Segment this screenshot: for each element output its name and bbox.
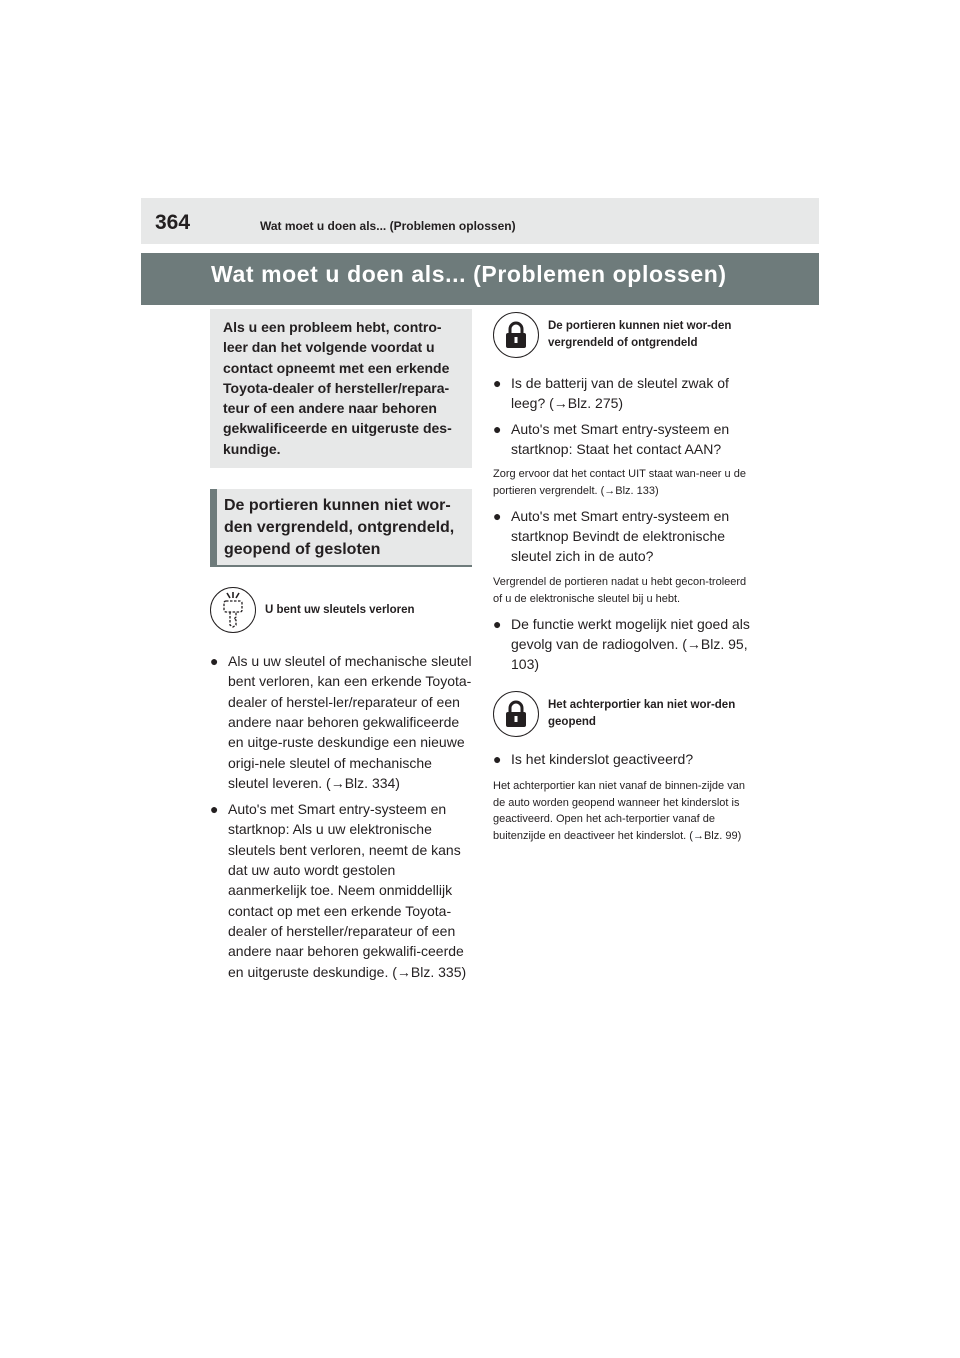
list-item <box>493 506 753 567</box>
rear-door-caption: Het achterportier kan niet wor-den geopend <box>548 698 736 728</box>
lost-keys-caption-row <box>210 587 472 633</box>
note-text: Zorg ervoor dat het contact UIT staat wan-neer u de portieren vergrendelt. (→Blz. 133) <box>493 468 746 497</box>
list-item <box>493 614 753 675</box>
list-item-text: Auto's met Smart entry-systeem en startknop: Als u uw elektronische sleutels bent verloren, neemt de kans dat uw auto wordt gestolen aanmerkelijk toe. Neem onmiddellijk contact op met een erkende Toyota-dealer of hersteller/reparateur of een andere naar behoren gekwalifi-ceerde en uitgeruste deskundige. (→Blz. 335) <box>228 801 467 980</box>
page-title: Wat moet u doen als... (Problemen oplossen) <box>211 261 727 287</box>
intro-box: Als u een probleem hebt, contro-leer dan het volgende voordat u contact opneemt met een erkende Toyota-dealer of hersteller/repara-teur of een andere naar behoren gekwalificeerde en uitgeruste des-kundige. <box>210 309 472 468</box>
running-head: Wat moet u doen als... (Problemen oplossen) <box>260 219 516 233</box>
bullet-icon: ● <box>493 375 502 391</box>
rear-door-caption-row <box>493 691 753 737</box>
locking-caption-row <box>493 312 753 358</box>
list-item <box>210 799 472 982</box>
lost-keys-caption: U bent uw sleutels verloren <box>265 603 415 616</box>
bullet-icon: ● <box>493 750 502 767</box>
bullet-icon: ● <box>493 615 502 632</box>
bullet-icon: ● <box>210 801 219 818</box>
title-bar <box>141 253 819 305</box>
key-lost-icon <box>210 587 256 633</box>
left-column <box>210 309 472 982</box>
list-item-text: Auto's met Smart entry-systeem en startknop: Staat het contact AAN? <box>511 420 730 457</box>
right-column <box>493 309 753 845</box>
list-item-text: De functie werkt mogelijk niet goed als gevolg van de radiogolven. (→Blz. 95, 103) <box>511 615 750 673</box>
list-item-text: Auto's met Smart entry-systeem en startknop Bevindt de elektronische sleutel zich in de auto? <box>511 507 730 565</box>
bullet-icon: ● <box>210 653 219 670</box>
list-item <box>493 749 753 769</box>
note-text: Vergrendel de portieren nadat u hebt gecon-troleerd of u de elektronische sleutel bij u hebt. <box>493 576 747 606</box>
page-number: 364 <box>155 211 191 234</box>
padlock-icon <box>493 691 539 737</box>
list-item-text: Is het kinderslot geactiveerd? <box>511 750 694 767</box>
list-item-text: Is de batterij van de sleutel zwak of leeg? (→Blz. 275) <box>511 375 729 412</box>
list-item <box>210 651 472 793</box>
bullet-icon: ● <box>493 507 502 524</box>
section-heading: De portieren kunnen niet wor-den vergrendeld, ontgrendeld, geopend of gesloten <box>210 489 472 567</box>
locking-caption: De portieren kunnen niet wor-den vergrendeld of ontgrendeld <box>548 320 732 349</box>
note-text: Het achterportier kan niet vanaf de binnen-zijde van de auto worden geopend wanneer het kinderslot is geactiveerd. Open het ach-terportier vanaf de buitenzijde en deactiveer het kinderslot. (→Blz. 99) <box>493 780 745 843</box>
list-item-text: Als u uw sleutel of mechanische sleutel bent verloren, kan een erkende Toyota-dealer of herstel-ler/reparateur of een andere naar behoren gekwalificeerde en uitge-ruste deskundige een nieuwe origi-nele sleutel of mechanische sleutel leveren. (→Blz. 334) <box>228 653 472 791</box>
bullet-icon: ● <box>493 420 502 437</box>
list-item <box>493 373 753 414</box>
padlock-icon <box>493 312 539 358</box>
list-item <box>493 419 753 460</box>
